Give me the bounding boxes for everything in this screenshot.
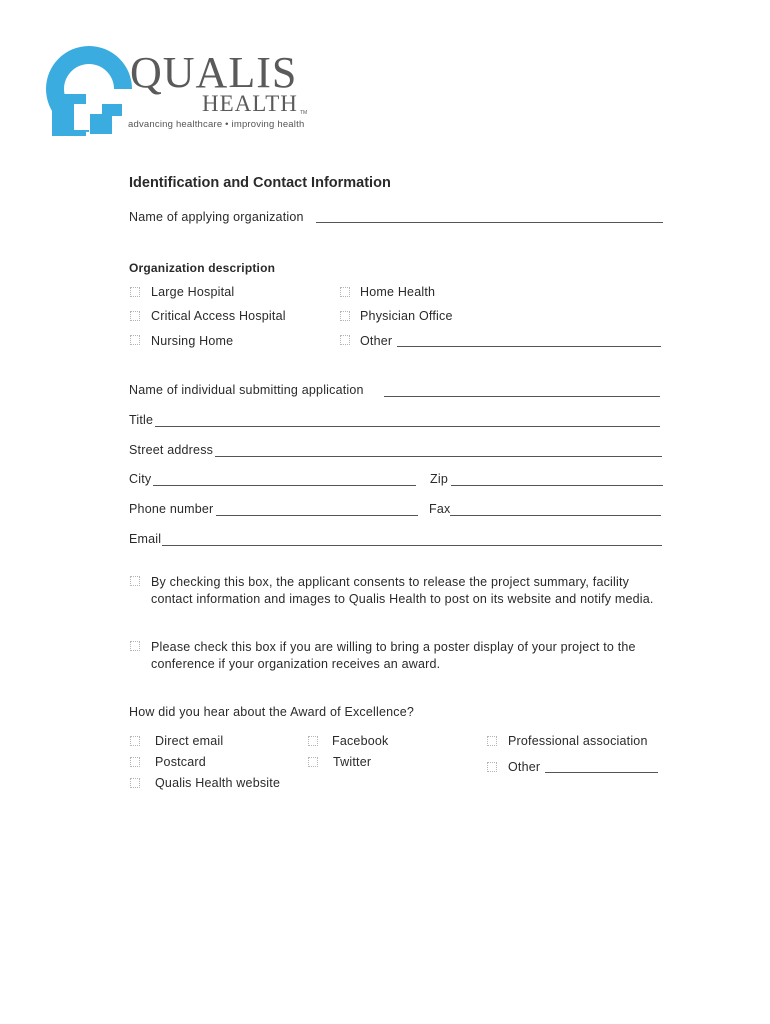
website-checkbox[interactable] [130,778,140,788]
zip-field[interactable] [451,485,663,486]
individual-name-field[interactable] [384,396,660,397]
title-field[interactable] [155,426,660,427]
nursing-home-label: Nursing Home [151,334,234,348]
consent-checkbox[interactable] [130,576,140,586]
org-name-label: Name of applying organization [129,210,304,224]
facebook-label: Facebook [332,734,389,748]
email-label: Email [129,532,162,546]
professional-association-label: Professional association [508,734,648,748]
zip-label: Zip [430,472,448,486]
facebook-checkbox[interactable] [308,736,318,746]
hear-about-question: How did you hear about the Award of Excellence? [129,705,415,719]
consent-text: By checking this box, the applicant consents to release the project summary, facility contact information and images to Qualis Health to post on its website and notify media. [151,575,654,606]
website-label: Qualis Health website [155,776,281,790]
logo-wordmark-health: HEALTH [202,91,298,116]
org-name-field[interactable] [316,222,663,223]
street-address-label: Street address [129,443,214,457]
large-hospital-checkbox[interactable] [130,287,140,297]
logo-wordmark-qualis: QUALIS [130,48,298,97]
hear-other-checkbox[interactable] [487,762,497,772]
home-health-label: Home Health [360,285,436,299]
large-hospital-label: Large Hospital [151,285,235,299]
critical-access-checkbox[interactable] [130,311,140,321]
poster-checkbox[interactable] [130,641,140,651]
email-field[interactable] [162,545,662,546]
org-other-label: Other [360,334,393,348]
phone-number-field[interactable] [216,515,418,516]
nursing-home-checkbox[interactable] [130,335,140,345]
qualis-health-logo [44,44,314,144]
logo-tagline: advancing healthcare • improving health [128,119,305,130]
home-health-checkbox[interactable] [340,287,350,297]
direct-email-label: Direct email [155,734,224,748]
individual-name-label: Name of individual submitting application [129,383,364,397]
city-field[interactable] [153,485,416,486]
logo-trademark: TM [300,110,308,116]
twitter-checkbox[interactable] [308,757,318,767]
phone-number-label: Phone number [129,502,214,516]
q-logo-icon [44,44,134,140]
org-other-checkbox[interactable] [340,335,350,345]
postcard-label: Postcard [155,755,206,769]
title-label: Title [129,413,154,427]
fax-field[interactable] [450,515,661,516]
poster-text: Please check this box if you are willing to bring a poster display of your project to the conference if your organization receives an award. [151,640,636,671]
twitter-label: Twitter [333,755,372,769]
direct-email-checkbox[interactable] [130,736,140,746]
professional-association-checkbox[interactable] [487,736,497,746]
city-label: City [129,472,152,486]
physician-office-checkbox[interactable] [340,311,350,321]
form-heading: Identification and Contact Information [129,175,391,191]
org-other-field[interactable] [397,346,661,347]
hear-other-field[interactable] [545,772,658,773]
critical-access-label: Critical Access Hospital [151,309,286,323]
hear-other-label: Other [508,760,541,774]
street-address-field[interactable] [215,456,662,457]
fax-label: Fax [429,502,451,516]
postcard-checkbox[interactable] [130,757,140,767]
org-description-heading: Organization description [129,261,276,275]
physician-office-label: Physician Office [360,309,453,323]
